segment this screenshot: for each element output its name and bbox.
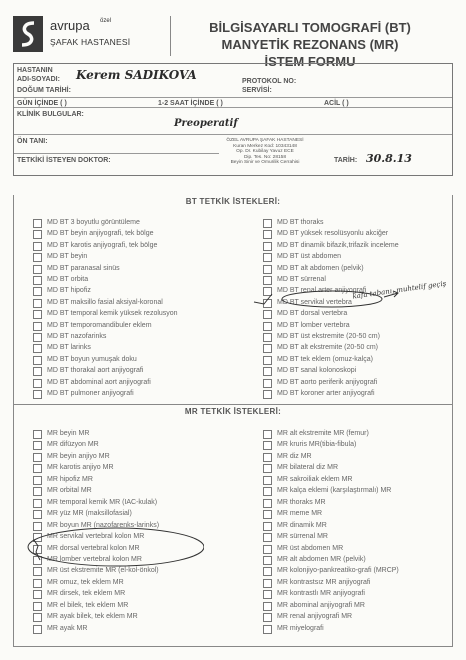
header-divider — [170, 16, 171, 56]
checkbox-label: MD BT hipofiz — [47, 287, 91, 295]
checkbox-label: MD BT beyin anjiyografi, tek bölge — [47, 230, 154, 238]
label-hastanin: HASTANIN — [17, 67, 53, 74]
checkbox[interactable] — [33, 499, 42, 508]
checkbox-label: MD BT servikal vertebra — [277, 298, 352, 306]
hospital-logo — [13, 16, 43, 52]
checkbox-label: MR orbital MR — [47, 487, 92, 495]
label-dogum-tarihi: DOĞUM TARİHİ: — [17, 87, 71, 94]
checkbox[interactable] — [263, 265, 272, 274]
form-title-2: MANYETİK REZONANS (MR) — [221, 37, 399, 52]
checkbox-label: MR kontrastsız MR anjiyografi — [277, 578, 371, 586]
checkbox[interactable] — [33, 219, 42, 228]
checkbox[interactable] — [263, 510, 272, 519]
checkbox[interactable] — [263, 230, 272, 239]
checkbox-label: MD BT nazofarinks — [47, 333, 107, 340]
checkbox[interactable] — [33, 602, 42, 611]
checkbox-label: MD BT larinks — [47, 344, 91, 352]
checkbox[interactable] — [33, 344, 42, 353]
checkbox[interactable] — [263, 567, 272, 576]
checkbox-label: MD BT thorakal aort anjiyografi — [47, 367, 144, 375]
checkbox-label: MD BT aorto periferik anjiyografi — [277, 378, 378, 386]
tarih-value[interactable]: 30.8.13 — [366, 152, 412, 165]
checkbox-label: MR beyin MR — [47, 430, 90, 437]
checkbox-label: MR difüzyon MR — [47, 441, 99, 449]
checkbox[interactable] — [33, 356, 42, 365]
checkbox[interactable] — [263, 476, 272, 485]
checkbox[interactable] — [263, 579, 272, 588]
checkbox-label: MD BT lomber vertebra — [277, 321, 350, 329]
checkbox[interactable] — [263, 367, 272, 376]
checkbox[interactable] — [33, 379, 42, 388]
checkbox-label: MR ayak bilek, tek eklem MR — [47, 613, 138, 621]
checkbox[interactable] — [263, 522, 272, 531]
checkbox[interactable] — [263, 356, 272, 365]
checkbox-label: MR sakroiliak eklem MR — [277, 475, 353, 483]
on-tani-divider — [14, 153, 219, 154]
checkbox-label: MR dirsek, tek eklem MR — [47, 590, 126, 598]
checkbox[interactable] — [33, 476, 42, 485]
checkbox[interactable] — [33, 453, 42, 462]
checkbox-label: MD BT koroner arter anjiyografi — [277, 390, 375, 397]
check-mark — [254, 294, 272, 304]
checkbox[interactable] — [263, 545, 272, 554]
checkbox[interactable] — [263, 464, 272, 473]
label-klinik: KLİNİK BULGULAR: — [17, 111, 84, 118]
label-tarih: TARİH: — [334, 157, 358, 164]
checkbox-label: MR üst ekstremite MR (el-kol-önkol) — [47, 567, 159, 575]
checkbox-label: MR alt abdomen MR (pelvik) — [277, 555, 366, 563]
checkbox-label: MD BT pulmoner anjiyografi — [47, 390, 134, 397]
checkbox[interactable] — [263, 242, 272, 251]
checkbox-label: MR beyin anjiyo MR — [47, 452, 110, 460]
checkbox[interactable] — [263, 219, 272, 228]
checkbox[interactable] — [263, 487, 272, 496]
check-mark — [34, 540, 40, 560]
checkbox[interactable] — [33, 367, 42, 376]
label-protokol: PROTOKOL NO: — [242, 78, 297, 85]
label-servis: SERVİSİ: — [242, 87, 272, 94]
checkbox[interactable] — [33, 322, 42, 331]
checkbox[interactable] — [263, 441, 272, 450]
checkbox-label: MD BT üst abdomen — [277, 253, 342, 261]
checkbox-label: MD BT dinamik bifazik,trifazik inceleme — [277, 241, 399, 249]
checkbox[interactable] — [33, 299, 42, 308]
bt-section-title: BT TETKİK İSTEKLERİ: — [185, 197, 281, 206]
checkbox-label: MR abominal anjiyografi MR — [277, 601, 365, 609]
checkbox-label: MR üst abdomen MR — [277, 544, 344, 552]
row-divider — [14, 97, 452, 98]
checkbox[interactable] — [33, 265, 42, 274]
checkbox[interactable] — [33, 613, 42, 622]
checkbox-label: MD BT sanal kolonoskopi — [277, 367, 357, 375]
checkbox[interactable] — [33, 333, 42, 342]
mr-annotation — [24, 526, 204, 568]
checkbox[interactable] — [33, 253, 42, 262]
stamp-line: Op. Dr. Kubilay Yavuz ECE — [236, 149, 294, 154]
checkbox[interactable] — [263, 613, 272, 622]
hospital-name: ŞAFAK HASTANESİ — [50, 37, 131, 47]
checkbox-label: MR sürrenal MR — [277, 533, 328, 541]
checkbox[interactable] — [33, 230, 42, 239]
checkbox-label: MR kolonjiyo-pankreatiko-grafi (MRCP) — [277, 567, 399, 575]
checkbox-label: MR kontrastlı MR anjiyografi — [277, 590, 365, 598]
checkbox-label: MR alt ekstremite MR (femur) — [277, 430, 369, 437]
checkbox-label: MD BT üst ekstremite (20-50 cm) — [277, 333, 380, 340]
checkbox-label: MD BT sürrenal — [277, 276, 326, 283]
checkbox-label: MR bilateral diz MR — [277, 464, 339, 472]
vertebral-circle — [28, 528, 204, 566]
checkbox-label: MD BT karotis anjiyografi, tek bölge — [47, 241, 158, 249]
checkbox[interactable] — [263, 430, 272, 439]
checkbox-label: MR kruris MR(tibia-fibula) — [277, 441, 357, 449]
checkbox-label: MD BT 3 boyutlu görüntüleme — [47, 219, 140, 226]
label-doktor: TETKİKİ İSTEYEN DOKTOR: — [17, 157, 111, 164]
checkbox[interactable] — [263, 253, 272, 262]
checkbox-label: MR omuz, tek eklem MR — [47, 578, 124, 586]
checkbox[interactable] — [33, 310, 42, 319]
checkbox[interactable] — [33, 242, 42, 251]
checkbox[interactable] — [263, 344, 272, 353]
checkbox[interactable] — [263, 379, 272, 388]
checkbox-label: MR yüz MR (maksillofasial) — [47, 510, 132, 518]
checkbox-label: MD BT paranasal sinüs — [47, 264, 120, 272]
checkbox-label: MD BT yüksek resolüsyonlu akciğer — [277, 230, 389, 238]
checkbox[interactable] — [33, 590, 42, 599]
checkbox-label: MD BT abdominal aort anjiyografi — [47, 378, 151, 386]
checkbox[interactable] — [33, 287, 42, 296]
label-adi-soyadi: ADI-SOYADI: — [17, 76, 60, 83]
checkbox[interactable] — [263, 602, 272, 611]
checkbox-label: MR el bilek, tek eklem MR — [47, 601, 129, 609]
checkbox-label: MR dorsal vertebral kolon MR — [47, 544, 140, 552]
checkbox[interactable] — [33, 276, 42, 285]
checkbox[interactable] — [263, 499, 272, 508]
checkbox[interactable] — [33, 487, 42, 496]
checkbox-label: MD BT dorsal vertebra — [277, 310, 348, 318]
checkbox-label: MR hipofiz MR — [47, 475, 93, 483]
checkbox[interactable] — [263, 590, 272, 599]
checkbox-label: MD BT renal arter anjiyografi — [277, 287, 367, 295]
checkbox-label: MD BT alt abdomen (pelvik) — [277, 264, 364, 272]
checkbox[interactable] — [263, 276, 272, 285]
checkbox[interactable] — [33, 430, 42, 439]
checkbox[interactable] — [33, 567, 42, 576]
checkbox-label: MR kalça eklemi (karşılaştırmalı) MR — [277, 487, 392, 495]
checkbox[interactable] — [263, 390, 272, 399]
checkbox-label: MD BT temporomandibuler eklem — [47, 321, 152, 329]
checkbox[interactable] — [33, 464, 42, 473]
checkbox-label: MD BT orbita — [47, 276, 89, 283]
checkbox-label: MR meme MR — [277, 510, 323, 518]
klinik-value[interactable]: Preoperatif — [174, 118, 238, 129]
checkbox[interactable] — [263, 533, 272, 542]
checkbox-label: MD BT beyin — [47, 253, 88, 261]
checkbox-label: MR diz MR — [277, 452, 312, 460]
bt-note: kafa tabanı, muhtelif geçiş — [351, 279, 447, 301]
checkbox-label: MR temporal kemik MR (IAC-kulak) — [47, 498, 158, 506]
form-title-1: BİLGİSAYARLI TOMOGRAFİ (BT) — [209, 20, 411, 35]
stamp-line: Kuran Merkez Kod: 10343148 — [233, 143, 297, 149]
checkbox[interactable] — [263, 333, 272, 342]
checkbox[interactable] — [33, 390, 42, 399]
patient-info-box — [13, 63, 453, 176]
checkbox[interactable] — [33, 510, 42, 519]
checkbox-label: MR servikal vertebral kolon MR — [47, 533, 145, 541]
label-acil[interactable]: ACİL ( ) — [324, 100, 349, 107]
form-title-3: İSTEM FORMU — [264, 54, 356, 69]
stamp-line: Dip. Tes. No: 28158 — [243, 154, 287, 160]
checkbox-label: MD BT maksillo fasial aksiyal-koronal — [47, 298, 163, 306]
label-saat-icinde[interactable]: 1-2 SAAT İÇİNDE ( ) — [158, 100, 223, 107]
checkbox-label: MR renal anjiyografi MR — [277, 613, 353, 621]
patient-name-value[interactable]: Kerem SADIKOVA — [76, 68, 197, 82]
checkbox-label: MR ayak MR — [47, 624, 88, 632]
checkbox[interactable] — [263, 625, 272, 634]
checkbox[interactable] — [263, 453, 272, 462]
mr-section-title: MR TETKİK İSTEKLERİ: — [184, 407, 282, 416]
checkbox[interactable] — [33, 579, 42, 588]
klinik-row — [14, 108, 452, 135]
checkbox-label: MR lomber vertebral kolon MR — [47, 555, 142, 563]
checkbox[interactable] — [263, 556, 272, 565]
doctor-stamp — [209, 138, 321, 166]
diagnosis-doctor-row — [14, 135, 452, 175]
stamp-line: ÖZEL AVRUPA ŞAFAK HASTANESİ — [226, 138, 304, 143]
checkbox-label: MR karotis anjiyo MR — [47, 464, 114, 472]
brand-tag: özel — [100, 18, 112, 24]
checkbox-label: MR thoraks MR — [277, 498, 326, 506]
checkbox[interactable] — [33, 441, 42, 450]
label-on-tani: ÖN TANI: — [17, 138, 48, 145]
checkbox-label: MD BT temporal kemik yüksek rezolusyon — [47, 310, 178, 318]
checkbox-label: MD BT tek eklem (omuz-kalça) — [277, 355, 373, 363]
patient-name-row — [14, 64, 452, 108]
label-gun-icinde[interactable]: GÜN İÇİNDE ( ) — [17, 100, 67, 107]
checkbox-label: MR dinamik MR — [277, 521, 327, 529]
checkbox-label: MD BT alt ekstremite (20-50 cm) — [277, 344, 379, 352]
checkbox-label: MD BT thoraks — [277, 219, 324, 226]
checkbox-label: MR miyelografi — [277, 624, 324, 632]
stamp-line: Beyin Sinir ve Omurilik Cerrahisi — [230, 160, 300, 165]
checkbox-label: MD BT boyun yumuşak doku — [47, 355, 137, 363]
brand-name: avrupa — [50, 18, 90, 33]
checkbox-label: MR boyun MR (nazofarenks-larinks) — [47, 521, 160, 529]
checkbox[interactable] — [33, 625, 42, 634]
